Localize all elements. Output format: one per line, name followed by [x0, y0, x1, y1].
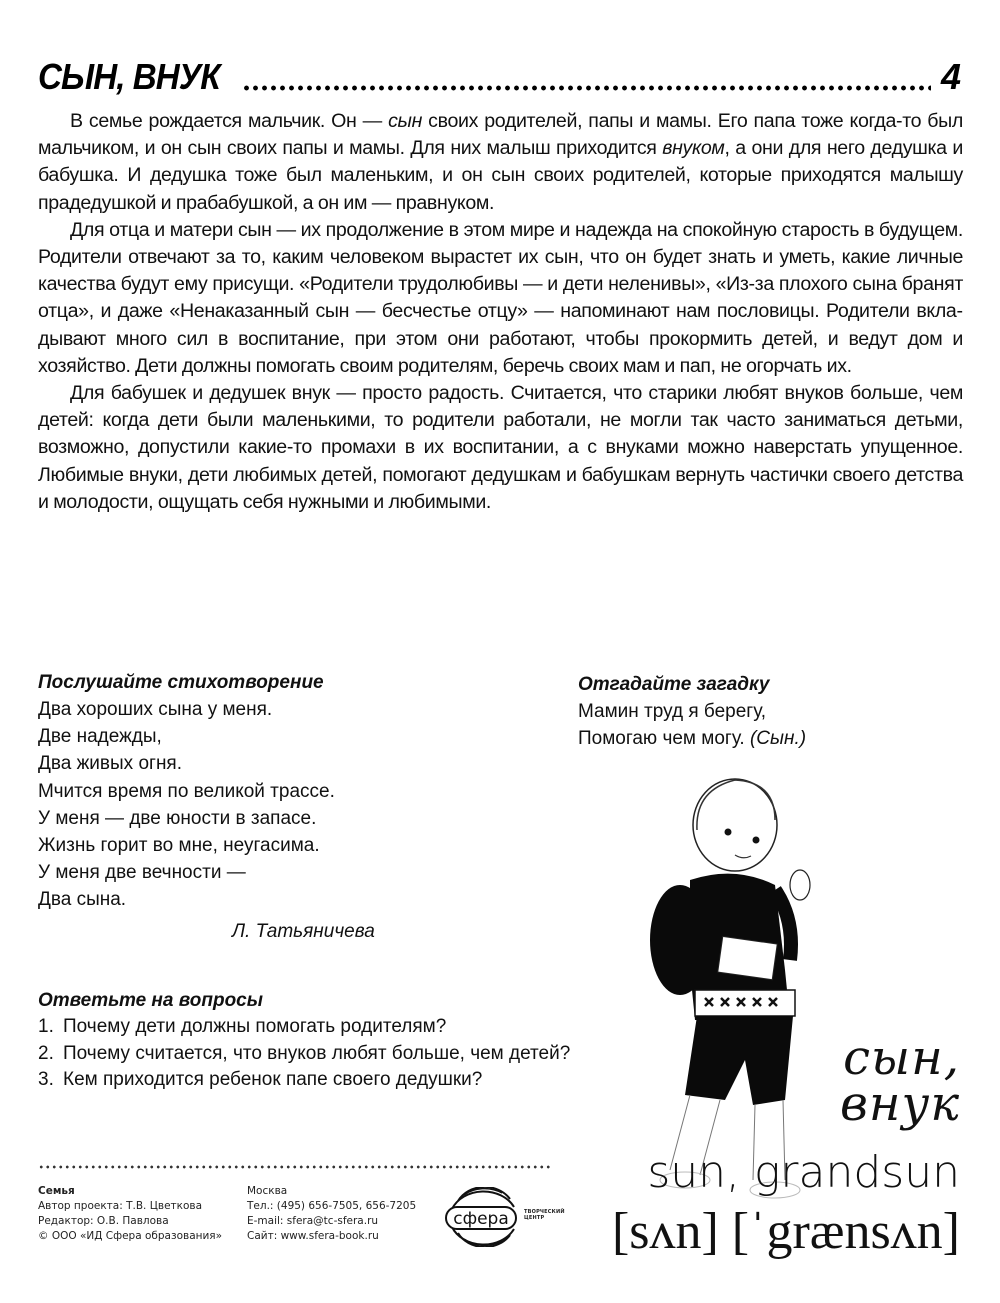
english-word: sun, grandsun — [647, 1147, 960, 1198]
riddle-heading: Отгадайте загадку — [578, 674, 770, 695]
question-item — [38, 1014, 598, 1041]
page-title: СЫН, ВНУК — [38, 56, 220, 97]
text-run: В семье рождается мальчик. Он — — [70, 110, 389, 132]
question-number: 2. — [38, 1042, 54, 1064]
question-number: 1. — [38, 1016, 54, 1037]
book — [718, 936, 777, 979]
text-run: своих родителей, папы и мамы. Его папа тоже когда-то был мальчиком, и он сын своих папы и мамы. Для них малыш приходится — [38, 110, 963, 160]
question-item — [38, 1041, 598, 1068]
riddle-section — [578, 672, 898, 752]
cursive-line: сын, — [843, 1030, 960, 1086]
head — [693, 779, 777, 871]
text-run: Для отца и матери сын — их продолжение в этом мире и надежда на спокойную старость в будущем. Родители отвечают за то, каким человеком вырастет их сын, что он будет знать и уметь, какие личные качества будут ему присущи. «Родители трудолюбивы — и дети неленивы», «Из-за плохого сына бранят отца», и даже «Ненаказанный сын — бесчестье отцу» — напоминают нам пословицы. Родители вкладывают много сил в воспитание, при этом они работают, чтобы прокормить детей, и ведут дом и хозяйство. Дети должны помогать своим родителям, беречь своих мам и пап, не огорчать их. — [38, 218, 963, 377]
poem-line: У меня — две юности в запасе. — [38, 807, 317, 829]
questions-section — [38, 988, 598, 1094]
poem-line: Два живых огня. — [38, 753, 183, 775]
publisher-logo — [440, 1187, 570, 1247]
logo-tagline-line: ТВОРЧЕСКИЙ — [524, 1209, 565, 1215]
page-number: 4 — [940, 56, 960, 97]
paragraph-1 — [38, 108, 963, 217]
footer-city: Москва — [247, 1185, 288, 1197]
paragraph-2 — [38, 217, 963, 380]
footer-email[interactable]: E-mail: sfera@tc-sfera.ru — [247, 1215, 379, 1227]
footer-contacts — [247, 1184, 447, 1244]
logo-tagline — [524, 1209, 565, 1221]
trousers — [685, 1016, 793, 1105]
article-body — [38, 108, 963, 516]
riddle-line: Мамин труд я берегу, — [578, 701, 767, 722]
riddle-answer: (Сын.) — [749, 728, 807, 750]
footer-author: Автор проекта: Т.В. Цветкова — [38, 1200, 203, 1212]
cursive-word — [839, 1030, 960, 1132]
question-text: Почему дети должны помогать родителям? — [63, 1016, 447, 1037]
transcription: [sʌn] [ˈgrænsʌn] — [611, 1203, 960, 1260]
poem-line: Две надежды, — [38, 726, 162, 748]
term-son: сын — [388, 110, 423, 132]
questions-heading: Ответьте на вопросы — [38, 990, 263, 1011]
footer-series: Семья — [38, 1185, 75, 1197]
cursive-line: внук — [839, 1076, 960, 1132]
poem-line: Жизнь горит во мне, неугасима. — [38, 835, 320, 857]
right-eye — [753, 837, 760, 844]
text-run: , а они для него дедушка и бабушка. И дедушка тоже был маленьким, и он сын своих родителей, которые приходятся малышу прадедушкой и прабабушкой, а он им — правнуком. — [38, 137, 963, 214]
dotted-leader — [242, 85, 931, 91]
poem-line: Мчится время по великой трассе. — [38, 780, 335, 802]
sfera-logo-icon — [440, 1187, 530, 1247]
footer-site[interactable]: Сайт: www.sfera-book.ru — [247, 1230, 379, 1242]
questions-list — [38, 1014, 598, 1094]
riddle-line-2 — [578, 725, 898, 752]
text-run: Для бабушек и дедушек внук — просто радость. Считается, что старики любят внуков больше, чем детей: когда дети были маленькими, то родители работали, не могли так часто заниматься детьми, возможно, допустили какие-то промахи в их воспитании, а с внуками можно наверстать упущенное. Любимые внуки, дети любимых детей, помогают дедушкам и бабушкам вернуть частички своего детства и молодости, ощущать себя нужными и любимыми. — [38, 382, 963, 513]
paragraph-3 — [38, 380, 963, 516]
footer-copyright: © ООО «ИД Сфера образования» — [38, 1230, 223, 1242]
poem-line: У меня две вечности — — [38, 862, 246, 884]
poem-line: Два хороших сына у меня. — [38, 699, 273, 720]
footer-phone: Тел.: (495) 656-7505, 656-7205 — [247, 1200, 417, 1212]
question-text: Почему считается, что внуков любят больше, чем детей? — [63, 1042, 571, 1064]
page-header — [38, 48, 960, 98]
poem-section — [38, 670, 438, 945]
footer-divider — [38, 1165, 550, 1169]
term-grandson: внуком — [662, 137, 725, 160]
poem-heading: Послушайте стихотворение — [38, 672, 324, 693]
footer-editor: Редактор: О.В. Павлова — [38, 1215, 169, 1227]
question-text: Кем приходится ребенок папе своего дедушки? — [63, 1069, 483, 1090]
raised-hand — [790, 870, 810, 900]
riddle-line: Помогаю чем могу. — [578, 728, 750, 750]
question-item — [38, 1067, 598, 1094]
question-number: 3. — [38, 1069, 54, 1090]
footer-credits — [38, 1184, 238, 1244]
poem-line: Два сына. — [38, 889, 127, 911]
poem-author: Л. Татьяничева — [232, 920, 375, 942]
logo-tagline-line: ЦЕНТР — [524, 1215, 545, 1221]
left-eye — [725, 829, 732, 836]
logo-text: сфера — [453, 1209, 509, 1229]
